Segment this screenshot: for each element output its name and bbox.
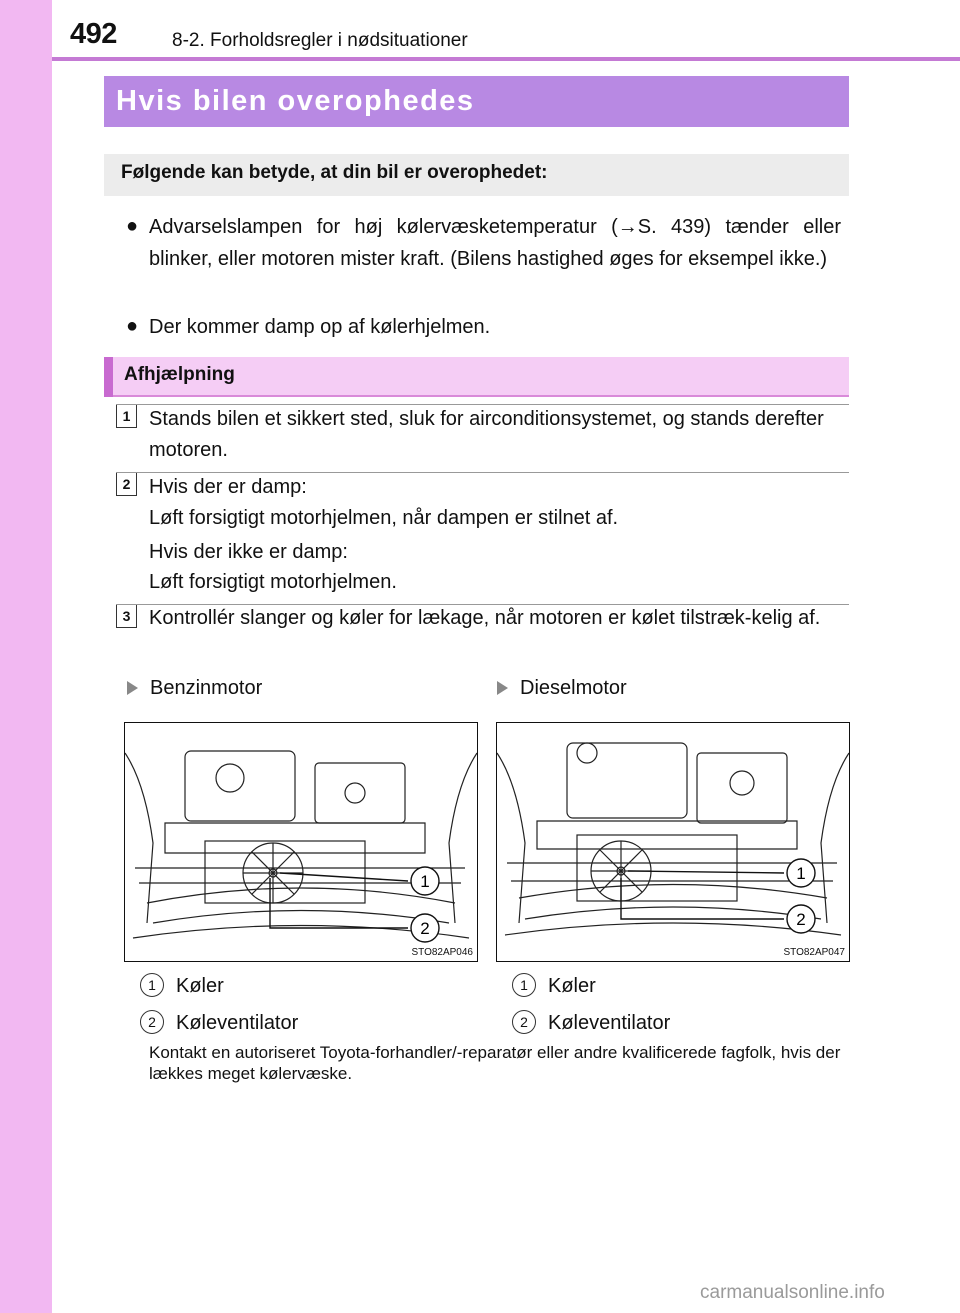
callout-2-label: 2 (420, 919, 430, 938)
figure-petrol-engine (124, 722, 478, 962)
page-margin-bar (0, 0, 52, 1313)
step-1-text: Stands bilen et sikkert sted, sluk for airconditionsystemet, og stands derefter motoren. (149, 408, 824, 461)
legend-right-1 (512, 973, 596, 998)
engine-bay-illustration (125, 723, 477, 961)
figure-code: STO82AP047 (783, 947, 845, 958)
step-2-text-a1: Hvis der er damp: (149, 476, 307, 498)
variant-petrol-label: Benzinmotor (150, 677, 263, 699)
engine-bay-illustration (497, 723, 849, 961)
page-number: 492 (70, 18, 117, 50)
legend-number: 1 (512, 973, 536, 997)
header-rule (52, 57, 960, 61)
step-number-3: 3 (116, 604, 137, 628)
sign-item-2: Der kommer damp op af kølerhjelmen. (149, 316, 491, 338)
bullet-icon: ● (126, 215, 139, 237)
variant-petrol (127, 677, 262, 700)
variant-diesel-label: Dieselmotor (520, 677, 627, 699)
legend-left-2 (140, 1010, 298, 1035)
callout-1-label: 1 (420, 872, 430, 891)
bullet-icon: ● (126, 315, 139, 337)
legend-label: Køleventilator (176, 1012, 299, 1034)
step-number-2: 2 (116, 472, 137, 496)
signs-heading: Følgende kan betyde, at din bil er overophedet: (121, 162, 548, 183)
legend-label: Køler (176, 975, 224, 997)
legend-number: 2 (140, 1010, 164, 1034)
figure-code: STO82AP046 (411, 947, 473, 958)
sign-item-1: Advarselslampen for høj kølervæsketemperatur (→S. 439) tænder eller blinker, eller motoren mister kraft. (Bilens hastighed øges for eksempel ikke.) (149, 216, 841, 270)
legend-right-2 (512, 1010, 670, 1035)
watermark: carmanualsonline.info (700, 1282, 885, 1303)
legend-label: Køleventilator (548, 1012, 671, 1034)
triangle-bullet-icon (497, 681, 508, 695)
triangle-bullet-icon (127, 681, 138, 695)
step-3-text: Kontrollér slanger og køler for lækage, når motoren er kølet tilstræk-kelig af. (149, 607, 821, 629)
remedy-heading-accent (104, 357, 113, 397)
section-title: Hvis bilen overophedes (116, 85, 475, 117)
legend-label: Køler (548, 975, 596, 997)
figure-diesel-engine (496, 722, 850, 962)
legend-number: 2 (512, 1010, 536, 1034)
legend-number: 1 (140, 973, 164, 997)
step-2-text-a2: Løft forsigtigt motorhjelmen, når dampen er stilnet af. (149, 507, 619, 529)
coolant-leak-note: Kontakt en autoriseret Toyota-forhandler/-reparatør eller andre kvalificerede fagfolk, hvis der lækkes meget kølervæske. (149, 1043, 841, 1083)
legend-left-1 (140, 973, 224, 998)
chapter-title: 8-2. Forholdsregler i nødsituationer (172, 30, 468, 51)
callout-1-label: 1 (796, 864, 806, 883)
step-number-1: 1 (116, 404, 137, 428)
step-2-text-b2: Løft forsigtigt motorhjelmen. (149, 571, 397, 593)
step-2-text-b1: Hvis der ikke er damp: (149, 541, 348, 563)
variant-diesel (497, 677, 627, 700)
remedy-heading: Afhjælpning (124, 364, 235, 385)
callout-2-label: 2 (796, 910, 806, 929)
